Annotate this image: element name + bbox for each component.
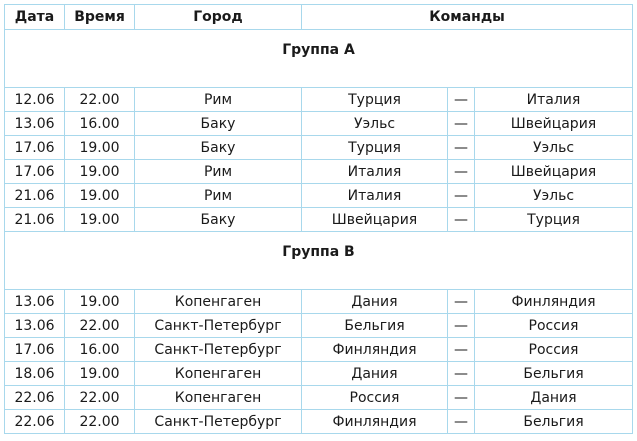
match-away-team: Турция (475, 208, 633, 232)
match-row (5, 88, 633, 112)
match-home-team: Россия (302, 386, 448, 410)
match-time: 22.00 (65, 314, 135, 338)
match-row (5, 136, 633, 160)
match-city: Копенгаген (135, 362, 302, 386)
match-row (5, 386, 633, 410)
match-home-team: Финляндия (302, 410, 448, 434)
match-away-team: Бельгия (475, 410, 633, 434)
match-home-team: Турция (302, 136, 448, 160)
match-row (5, 160, 633, 184)
match-date: 22.06 (5, 386, 65, 410)
match-dash: — (448, 362, 475, 386)
match-row (5, 112, 633, 136)
match-time: 19.00 (65, 362, 135, 386)
match-time: 16.00 (65, 112, 135, 136)
match-row (5, 184, 633, 208)
match-home-team: Италия (302, 184, 448, 208)
match-city: Санкт-Петербург (135, 338, 302, 362)
match-home-team: Италия (302, 160, 448, 184)
match-dash: — (448, 410, 475, 434)
match-time: 19.00 (65, 184, 135, 208)
group-title: Группа А (282, 42, 355, 58)
match-date: 17.06 (5, 136, 65, 160)
match-away-team: Финляндия (475, 290, 633, 314)
match-row (5, 290, 633, 314)
match-row (5, 314, 633, 338)
match-city: Баку (135, 208, 302, 232)
match-city: Баку (135, 112, 302, 136)
match-row (5, 410, 633, 434)
match-time: 22.00 (65, 88, 135, 112)
match-home-team: Турция (302, 88, 448, 112)
group-row (5, 30, 633, 88)
match-date: 21.06 (5, 184, 65, 208)
group-cell (5, 30, 633, 88)
match-date: 13.06 (5, 290, 65, 314)
match-dash: — (448, 136, 475, 160)
group-cell (5, 232, 633, 290)
match-dash: — (448, 160, 475, 184)
match-away-team: Италия (475, 88, 633, 112)
match-city: Баку (135, 136, 302, 160)
match-row (5, 338, 633, 362)
match-away-team: Бельгия (475, 362, 633, 386)
match-city: Копенгаген (135, 386, 302, 410)
header-row (5, 5, 633, 30)
match-home-team: Финляндия (302, 338, 448, 362)
match-date: 17.06 (5, 338, 65, 362)
match-time: 19.00 (65, 136, 135, 160)
match-row (5, 362, 633, 386)
match-city: Рим (135, 184, 302, 208)
match-dash: — (448, 208, 475, 232)
header-teams: Команды (302, 5, 633, 30)
match-time: 19.00 (65, 290, 135, 314)
match-away-team: Швейцария (475, 112, 633, 136)
match-city: Рим (135, 160, 302, 184)
match-date: 13.06 (5, 112, 65, 136)
schedule-body (5, 30, 633, 434)
match-dash: — (448, 290, 475, 314)
match-home-team: Дания (302, 362, 448, 386)
match-date: 22.06 (5, 410, 65, 434)
match-dash: — (448, 386, 475, 410)
match-dash: — (448, 184, 475, 208)
match-date: 18.06 (5, 362, 65, 386)
match-dash: — (448, 88, 475, 112)
match-away-team: Дания (475, 386, 633, 410)
group-row (5, 232, 633, 290)
match-city: Копенгаген (135, 290, 302, 314)
match-city: Санкт-Петербург (135, 314, 302, 338)
match-time: 22.00 (65, 410, 135, 434)
match-time: 22.00 (65, 386, 135, 410)
header-date: Дата (5, 5, 65, 30)
match-home-team: Швейцария (302, 208, 448, 232)
match-dash: — (448, 112, 475, 136)
match-away-team: Россия (475, 314, 633, 338)
match-home-team: Бельгия (302, 314, 448, 338)
match-time: 16.00 (65, 338, 135, 362)
match-away-team: Швейцария (475, 160, 633, 184)
match-away-team: Уэльс (475, 136, 633, 160)
match-city: Санкт-Петербург (135, 410, 302, 434)
match-row (5, 208, 633, 232)
header-city: Город (135, 5, 302, 30)
match-dash: — (448, 338, 475, 362)
match-date: 21.06 (5, 208, 65, 232)
header-time: Время (65, 5, 135, 30)
group-title: Группа B (282, 244, 355, 260)
match-schedule-table (4, 4, 633, 434)
match-dash: — (448, 314, 475, 338)
match-date: 12.06 (5, 88, 65, 112)
match-date: 13.06 (5, 314, 65, 338)
match-away-team: Россия (475, 338, 633, 362)
match-time: 19.00 (65, 160, 135, 184)
match-home-team: Уэльс (302, 112, 448, 136)
match-home-team: Дания (302, 290, 448, 314)
match-city: Рим (135, 88, 302, 112)
match-time: 19.00 (65, 208, 135, 232)
match-away-team: Уэльс (475, 184, 633, 208)
match-date: 17.06 (5, 160, 65, 184)
